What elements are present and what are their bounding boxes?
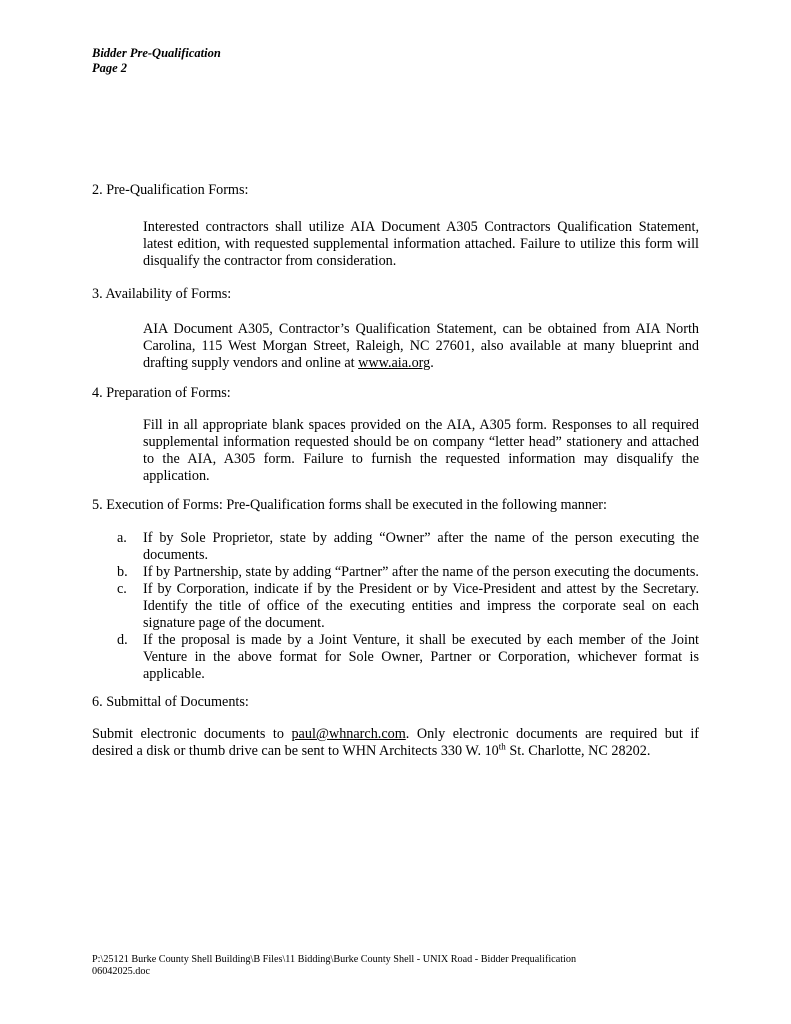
section-3-text: AIA Document A305, Contractor’s Qualification Statement, can be obtained from AIA North Carolina, 115 West Morgan Street, Raleigh, NC 27601, also available at many blueprint and drafting supply vendors and online at: [143, 321, 699, 371]
list-item: [117, 564, 699, 581]
header-title: Bidder Pre-Qualification: [92, 46, 221, 60]
section-2-body: Interested contractors shall utilize AIA Document A305 Contractors Qualification Statement, latest edition, with requested supplemental information attached. Failure to utilize this form will disqualify the contractor from consideration.: [143, 219, 699, 269]
list-marker: b.: [117, 564, 128, 580]
list-item-text: If by Partnership, state by adding “Partner” after the name of the person executing the documents.: [143, 564, 699, 580]
list-marker: a.: [117, 530, 127, 546]
list-item: [117, 581, 699, 632]
section-3-title: 3. Availability of Forms:: [92, 286, 232, 302]
section-3-text-end: .: [430, 355, 434, 371]
list-item: [117, 530, 699, 564]
list-marker: c.: [117, 581, 127, 597]
section-2-title: 2. Pre-Qualification Forms:: [92, 182, 249, 198]
section-4-body: Fill in all appropriate blank spaces provided on the AIA, A305 form. Responses to all required supplemental information requested should be on company “letter head” stationery and attached to the AIA, A305 form. Failure to furnish the requested information may disqualify the application.: [143, 417, 699, 484]
section-6-text-end: St. Charlotte, NC 28202.: [505, 743, 651, 759]
email-link[interactable]: paul@whnarch.com: [291, 726, 406, 742]
list-item-text: If the proposal is made by a Joint Venture, it shall be executed by each member of the Joint Venture in the above format for Sole Owner, Partner or Corporation, whichever format is applicable.: [143, 632, 699, 682]
section-6-body: [92, 726, 699, 760]
file-path-footer: [92, 954, 576, 978]
section-3-body: [143, 321, 699, 372]
list-marker: d.: [117, 632, 128, 648]
section-5-title: 5. Execution of Forms: Pre-Qualification forms shall be executed in the following manner:: [92, 497, 607, 513]
header-page-number: Page 2: [92, 61, 128, 75]
list-item: [117, 632, 699, 683]
section-4-title: 4. Preparation of Forms:: [92, 385, 231, 401]
list-item-text: If by Corporation, indicate if by the President or by Vice-President and attest by the Secretary. Identify the title of office of the executing entities and impress the corporate seal on each signature page of the document.: [143, 581, 699, 631]
section-6-text: Submit electronic documents to: [92, 726, 292, 742]
aia-website-link[interactable]: www.aia.org: [358, 355, 431, 371]
execution-list: [117, 530, 699, 683]
footer-path: P:\25121 Burke County Shell Building\B Files\11 Bidding\Burke County Shell - UNIX Road - Bidder Prequalification: [92, 954, 577, 965]
page-header: [92, 46, 221, 76]
footer-filename: 06042025.doc: [92, 966, 151, 977]
ordinal-suffix: th: [498, 741, 506, 752]
section-6-text-mid: . Only electronic documents are required but if desired a disk or thumb drive can be sent to WHN Architects 330 W. 10: [92, 726, 699, 759]
list-item-text: If by Sole Proprietor, state by adding “Owner” after the name of the person executing the documents.: [143, 530, 699, 563]
section-6-title: 6. Submittal of Documents:: [92, 694, 249, 710]
